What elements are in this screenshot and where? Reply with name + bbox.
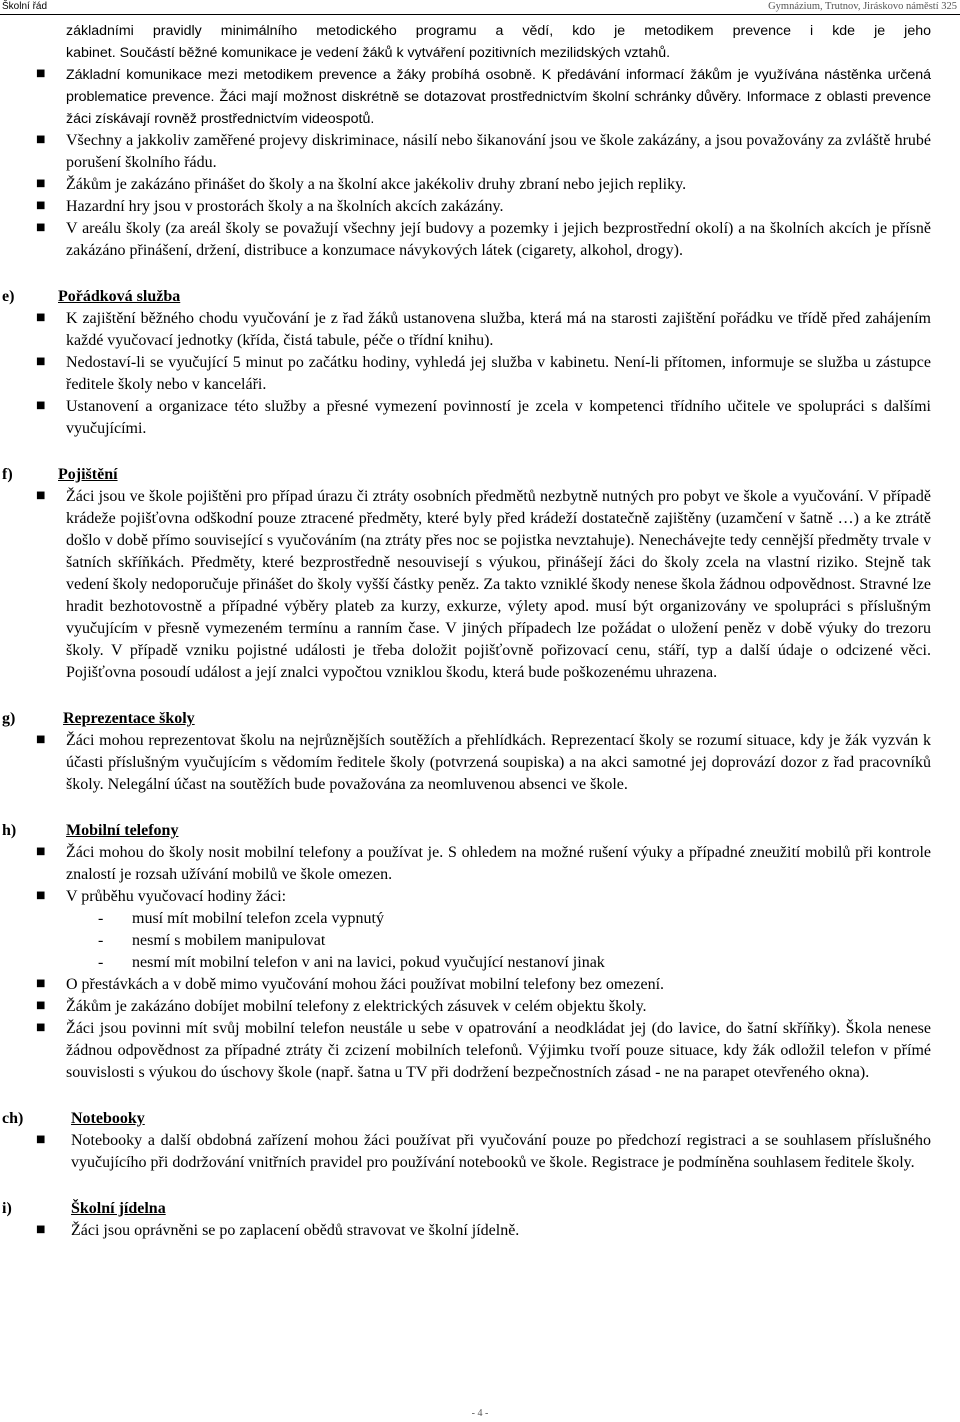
section-letter: ch) bbox=[2, 1110, 24, 1127]
section-e-bullet-2: ■ Nedostaví-li se vyučující 5 minut po začátku hodiny, vyhledá jej služba v kabinetu. Není-li přítomen, informuje se služba u zástupce ředitele školy nebo v kanceláři. bbox=[36, 354, 931, 393]
header-rule bbox=[0, 14, 960, 15]
section-e-bullet-1: ■ K zajištění běžného chodu vyučování je z řad žáků ustanovena služba, která má na starosti zajištění pořádku ve třídě před zahájením každé vyučovací jednotky (křída, čistá tabule, péče o třídní knihu). bbox=[36, 310, 931, 349]
section-ch-bullet-1: ■ Notebooky a další obdobná zařízení mohou žáci používat při vyučování pouze po předchozí registraci a se souhlasem příslušného vyučujícího při dodržování vnitřních pravidel pro používání notebooků ve škole. Registrace je podmíněna souhlasem ředitele školy. bbox=[36, 1132, 931, 1171]
bullet-square-icon: ■ bbox=[36, 1000, 46, 1011]
intro-bullet-communication: ■ Základní komunikace mezi metodikem prevence a žáky probíhá osobně. K předávání informací žákům je využívána nástěnka určená problematice prevence. Žáci mají možnost diskrétně se dotazovat prostřednictvím školní schránky důvěry. Informace z oblasti prevence žáci získávají rovněž prostřednictvím videospotů. bbox=[36, 67, 931, 127]
section-letter: f) bbox=[2, 466, 13, 483]
bullet-square-icon: ■ bbox=[36, 734, 46, 745]
section-heading-f bbox=[0, 464, 960, 486]
bullet-square-icon: ■ bbox=[36, 490, 46, 501]
section-h-bullet-1: ■ Žáci mohou do školy nosit mobilní telefony a používat je. S ohledem na možné rušení výuky a případné zneužití mobilů při kontrole znalostí je rozsah užívání mobilů ve škole omezen. bbox=[36, 844, 931, 883]
section-g-bullet-1: ■ Žáci mohou reprezentovat školu na nejrůznějších soutěžích a přehlídkách. Reprezentací školy se rozumí situace, kdy je žák vyzván k účasti příslušným vyučujícím s vědomím ředitele školy (potvrzená soupiska) a na akci samotné jej doprovází dozor z řad pracovníků školy. Nelegální účast na soutěžích bude považována za neomluvenou absenci ve škole. bbox=[36, 732, 931, 793]
section-letter: h) bbox=[2, 822, 17, 839]
section-h-bullet-2: ■ V průběhu vyučovací hodiny žáci: bbox=[36, 888, 287, 905]
bullet-square-icon: ■ bbox=[36, 222, 46, 233]
bullet-square-icon: ■ bbox=[36, 200, 46, 211]
section-h-dash-item-1: - musí mít mobilní telefon zcela vypnutý bbox=[132, 908, 931, 930]
section-h-dash-item-2: - nesmí s mobilem manipulovat bbox=[132, 930, 931, 952]
page-header bbox=[0, 0, 960, 14]
bullet-square-icon: ■ bbox=[36, 400, 46, 411]
section-letter: g) bbox=[2, 710, 16, 727]
intro-continuation-line-2: kabinet. Součástí běžné komunikace je vedení žáků k vytváření pozitivních mezilidských vztahů. bbox=[66, 45, 671, 61]
section-h-bullet-5: ■ Žáci jsou povinni mít svůj mobilní telefon neustále u sebe v opatrování a neodkládat jej (do lavice, do šatní skříňky). Škola nenese žádnou odpovědnost za případné ztráty či zcizení mobilních telefonů. Výjimku tvoří pouze situace, kdy žák odložil telefon v přímé souvislosti s výukou do úschovy škole (např. šatna u TV při dodržení bezpečnostních zásad - ne na parapet otevřeného okna). bbox=[36, 1020, 931, 1081]
dash-marker: - bbox=[98, 954, 104, 971]
section-h-dash-item-3: - nesmí mít mobilní telefon v ani na lavici, pokud vyučující nestanoví jinak bbox=[132, 952, 931, 974]
bullet-square-icon: ■ bbox=[36, 1022, 46, 1033]
section-title: Školní jídelna bbox=[71, 1200, 166, 1217]
section-heading-ch bbox=[0, 1108, 960, 1130]
bullet-square-icon: ■ bbox=[36, 1224, 46, 1235]
intro-bullet-discrimination: ■ Všechny a jakkoliv zaměřené projevy diskriminace, násilí nebo šikanování jsou ve škole zakázány, a jsou považovány za zvláště hrubé porušení školního řádu. bbox=[36, 132, 931, 171]
section-title: Reprezentace školy bbox=[63, 710, 195, 727]
intro-bullet-weapons: ■ Žákům je zakázáno přinášet do školy a na školní akce jakékoliv druhy zbraní nebo jejich repliky. bbox=[36, 176, 687, 193]
bullet-square-icon: ■ bbox=[36, 356, 46, 367]
section-letter: i) bbox=[2, 1200, 12, 1217]
bullet-square-icon: ■ bbox=[36, 1134, 46, 1145]
header-right-title: Gymnázium, Trutnov, Jiráskovo náměstí 325 bbox=[768, 1, 957, 12]
bullet-square-icon: ■ bbox=[36, 68, 46, 79]
document-body bbox=[0, 20, 960, 1242]
section-title: Pořádková služba bbox=[58, 288, 181, 305]
dash-marker: - bbox=[98, 910, 104, 927]
bullet-square-icon: ■ bbox=[36, 846, 46, 857]
section-heading-g bbox=[0, 708, 960, 730]
section-heading-e bbox=[0, 286, 960, 308]
section-e-bullet-3: ■ Ustanovení a organizace této služby a přesné vymezení povinností je zcela v kompetenci třídního učitele ve spolupráci s dalšími vyučujícími. bbox=[36, 398, 931, 437]
bullet-square-icon: ■ bbox=[36, 890, 46, 901]
intro-bullet-gambling: ■ Hazardní hry jsou v prostorách školy a na školních akcích zakázány. bbox=[36, 198, 504, 215]
section-letter: e) bbox=[2, 288, 15, 305]
page-number: - 4 - bbox=[471, 1408, 489, 1419]
section-h-bullet-4: ■ Žákům je zakázáno dobíjet mobilní telefony z elektrických zásuvek v celém objektu školy. bbox=[36, 998, 647, 1015]
section-title: Mobilní telefony bbox=[66, 822, 179, 839]
section-heading-h bbox=[0, 820, 960, 842]
header-left-title: Školní řád bbox=[2, 1, 48, 12]
section-i-bullet-1: ■ Žáci jsou oprávněni se po zaplacení obědů stravovat ve školní jídelně. bbox=[36, 1222, 520, 1239]
bullet-square-icon: ■ bbox=[36, 312, 46, 323]
section-f-bullet-1: ■ Žáci jsou ve škole pojištěni pro případ úrazu či ztráty osobních předmětů nezbytně nutných pro pobyt ve škole a vyučování. V případě krádeže pojišťovna odškodní pouze ztracené předměty, které byly před krádeží dostatečně zajištěny (uzamčení v šatně …) a ke ztrátě došlo v době přímo související s vyučováním (na ztráty přes noc se pojistka nevztahuje). Nenechávejte tedy cennější předměty trvale v šatních skříňkách. Předměty, které bezprostředně nesouvisejí s výukou, přinášejí žáci do školy zcela na vlastní riziko. Stejně tak vedení školy nedoporučuje přinášet do školy vyšší částky peněz. Za takto vzniklé škody nenese škola žádnou odpovědnost. Stravné lze hradit bezhotovostně a případné výběry plateb za kurzy, exkurze, výlety apod. musí být organizovány ve spolupráci s příslušným vyučujícím v přesně vymezeném termínu a ranním čase. V jiných případech lze požádat o uložení peněz v době výuky do trezoru školy. V případě vzniku pojistné události je třeba doložit pojišťovně pořizovací cenu, stáří, typ a další údaje o odcizené věci. Pojišťovna posoudí událost a její znalci vypočtou vzniklou škodu, která bude poškozenému uhrazena. bbox=[36, 488, 931, 681]
bullet-square-icon: ■ bbox=[36, 178, 46, 189]
intro-continuation-line-1: základními pravidly minimálního metodického programu a vědí, kdo je metodikem prevence i kde je jeho bbox=[66, 23, 931, 39]
dash-marker: - bbox=[98, 932, 104, 949]
section-h-bullet-3: ■ O přestávkách a v době mimo vyučování mohou žáci používat mobilní telefony bez omezení. bbox=[36, 976, 665, 993]
section-title: Pojištění bbox=[58, 466, 118, 483]
intro-bullet-substances: ■ V areálu školy (za areál školy se považují všechny její budovy a pozemky i jejich bezprostřední okolí) a na školních akcích je přísně zakázáno přinášení, držení, distribuce a konzumace návykových látek (cigarety, alkohol, drogy). bbox=[36, 220, 931, 259]
bullet-square-icon: ■ bbox=[36, 978, 46, 989]
section-title: Notebooky bbox=[71, 1110, 145, 1127]
section-heading-i bbox=[0, 1198, 960, 1220]
bullet-square-icon: ■ bbox=[36, 134, 46, 145]
